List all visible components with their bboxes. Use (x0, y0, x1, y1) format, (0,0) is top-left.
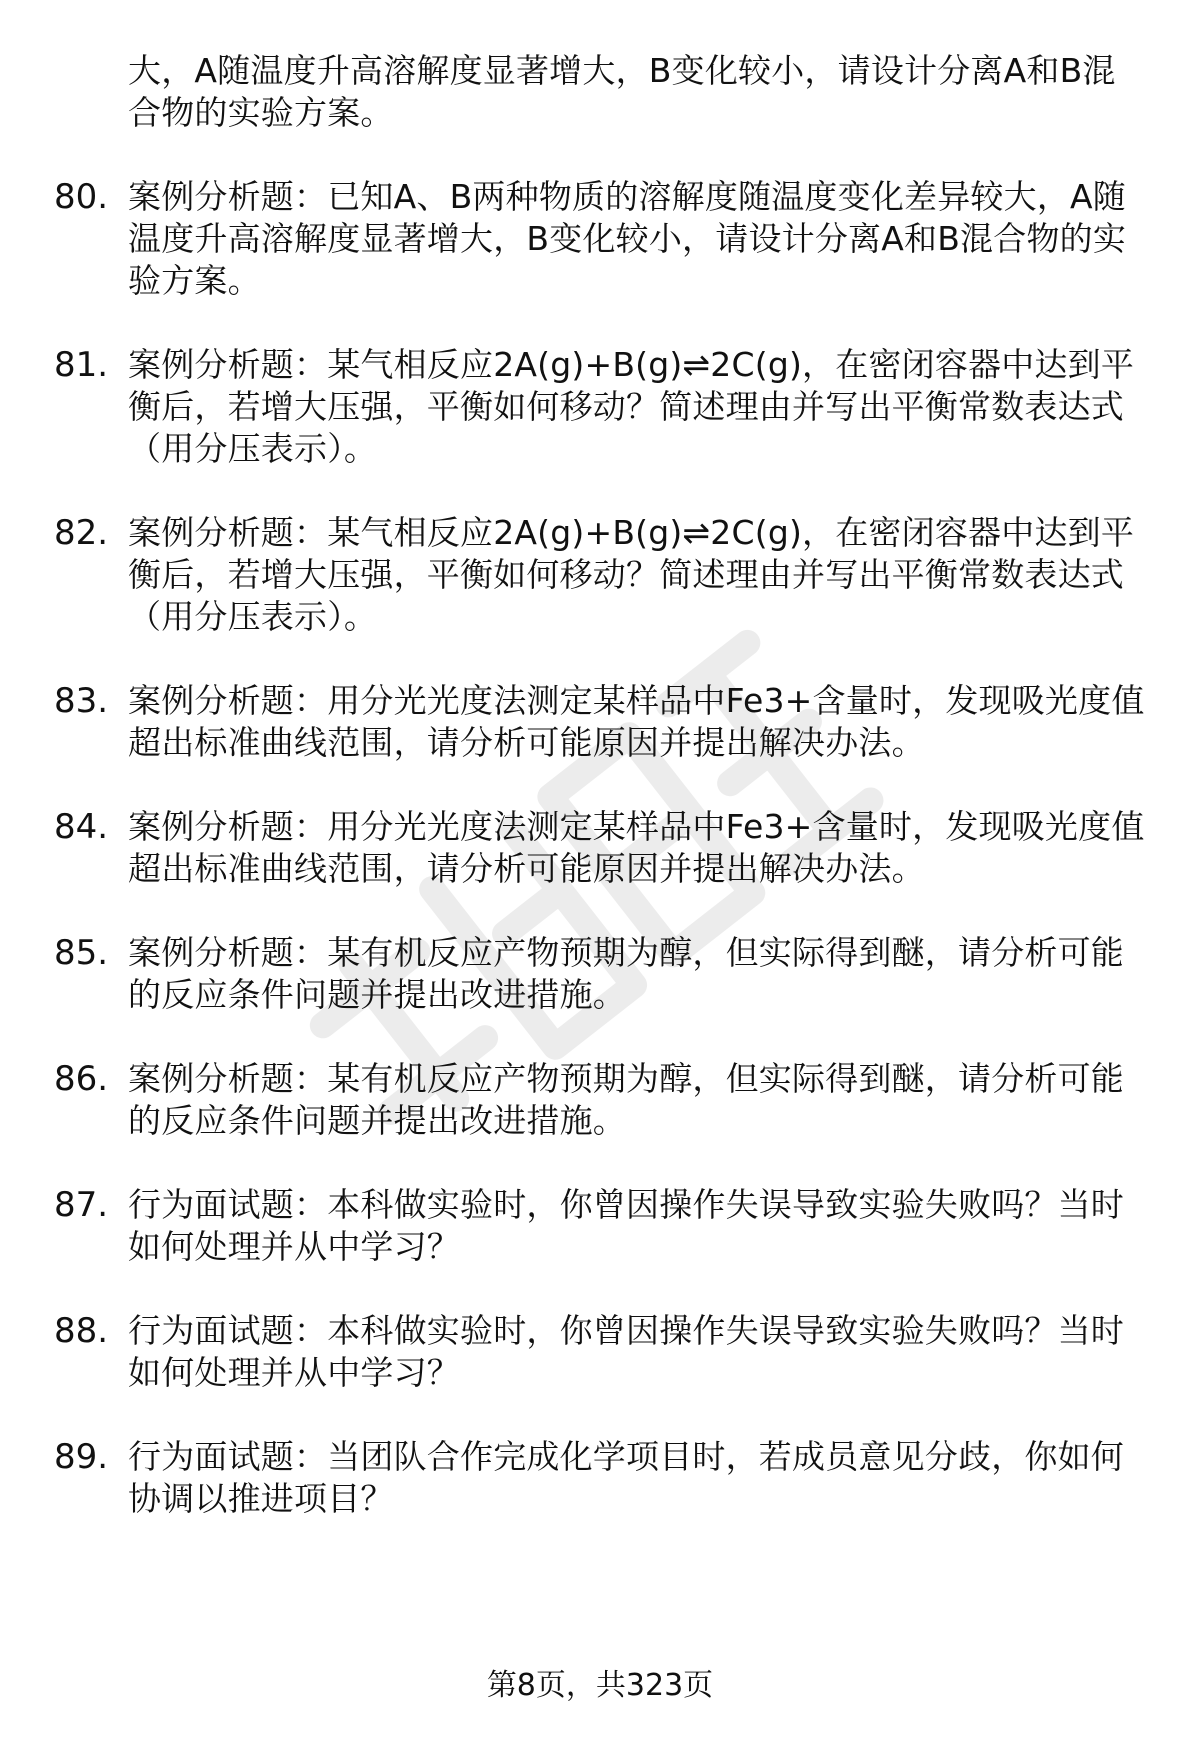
list-item (0, 806, 1200, 890)
question-text: 行为面试题：当团队合作完成化学项目时，若成员意见分歧，你如何协调以推进项目？ (128, 1437, 1124, 1518)
question-number: 87. (54, 1185, 109, 1225)
list-item (0, 176, 1200, 302)
list-item (0, 512, 1200, 638)
question-number: 84. (54, 807, 109, 847)
list-item (0, 1436, 1200, 1520)
question-list (0, 50, 1200, 1562)
question-text: 行为面试题：本科做实验时，你曾因操作失误导致实验失败吗？当时如何处理并从中学习？ (128, 1185, 1124, 1266)
list-item (0, 680, 1200, 764)
page-number-footer: 第8页，共323页 (486, 1668, 714, 1703)
question-number: 83. (54, 681, 109, 721)
question-number: 88. (54, 1311, 109, 1351)
list-item (0, 50, 1200, 134)
question-text: 大，A随温度升高溶解度显著增大，B变化较小，请设计分离A和B混合物的实验方案。 (128, 51, 1116, 132)
question-text: 案例分析题：某有机反应产物预期为醇，但实际得到醚，请分析可能的反应条件问题并提出改进措施。 (128, 1059, 1124, 1140)
list-item (0, 932, 1200, 1016)
question-number: 85. (54, 933, 109, 973)
question-text: 案例分析题：某气相反应2A(g)+B(g)⇌2C(g)，在密闭容器中达到平衡后，若增大压强，平衡如何移动？简述理由并写出平衡常数表达式（用分压表示）。 (128, 345, 1135, 468)
question-number: 82. (54, 513, 109, 553)
question-text: 案例分析题：某气相反应2A(g)+B(g)⇌2C(g)，在密闭容器中达到平衡后，若增大压强，平衡如何移动？简述理由并写出平衡常数表达式（用分压表示）。 (128, 513, 1135, 636)
question-number: 89. (54, 1437, 109, 1477)
question-text: 案例分析题：某有机反应产物预期为醇，但实际得到醚，请分析可能的反应条件问题并提出改进措施。 (128, 933, 1124, 1014)
list-item (0, 1184, 1200, 1268)
question-text: 案例分析题：用分光光度法测定某样品中Fe3+含量时，发现吸光度值超出标准曲线范围，请分析可能原因并提出解决办法。 (128, 807, 1145, 888)
question-text: 案例分析题：已知A、B两种物质的溶解度随温度变化差异较大，A随温度升高溶解度显著增大，B变化较小，请设计分离A和B混合物的实验方案。 (128, 177, 1127, 300)
question-number: 80. (54, 177, 109, 217)
list-item (0, 344, 1200, 470)
list-item (0, 1310, 1200, 1394)
question-number: 86. (54, 1059, 109, 1099)
question-number: 81. (54, 345, 109, 385)
question-text: 案例分析题：用分光光度法测定某样品中Fe3+含量时，发现吸光度值超出标准曲线范围，请分析可能原因并提出解决办法。 (128, 681, 1145, 762)
list-item (0, 1058, 1200, 1142)
question-text: 行为面试题：本科做实验时，你曾因操作失误导致实验失败吗？当时如何处理并从中学习？ (128, 1311, 1124, 1392)
